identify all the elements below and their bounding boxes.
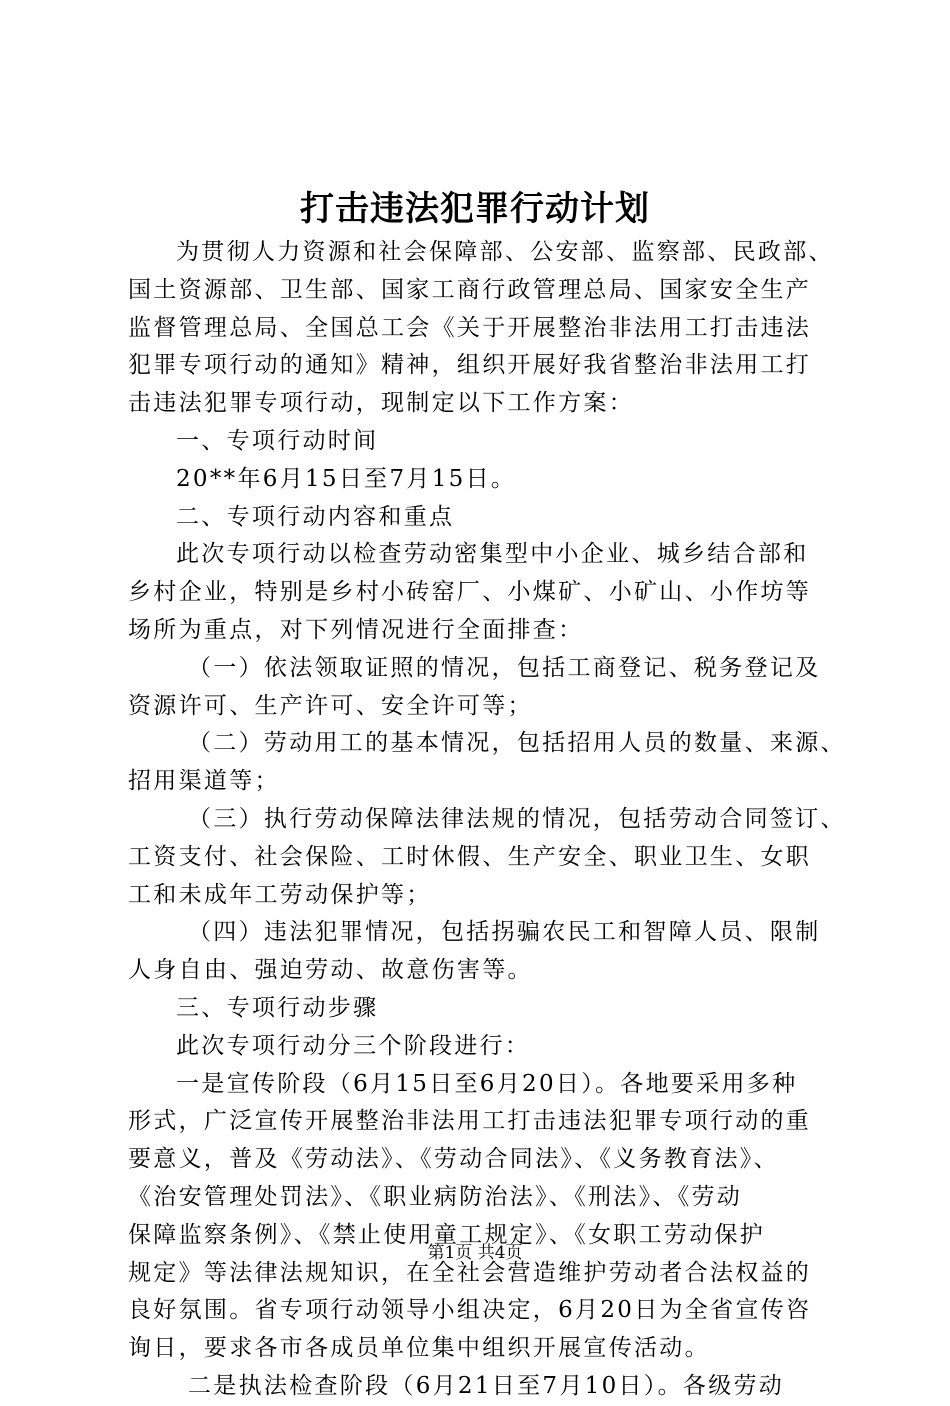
paragraph-line: 规定》等法律法规知识，在全社会营造维护劳动者合法权益的 bbox=[128, 1259, 812, 1286]
paragraph-line: 资源许可、生产许可、安全许可等； bbox=[128, 692, 533, 719]
paragraph-line: 监督管理总局、全国总工会《关于开展整治非法用工打击违法 bbox=[128, 314, 812, 341]
paragraph-line: 保障监察条例》、《禁止使用童工规定》、《女职工劳动保护 bbox=[128, 1221, 766, 1248]
paragraph-line: 良好氛围。省专项行动领导小组决定，6月20日为全省宣传咨 bbox=[128, 1297, 812, 1324]
paragraph-line: 要意义，普及《劳动法》、《劳动合同法》、《义务教育法》、 bbox=[128, 1146, 779, 1173]
paragraph-line: 一是宣传阶段（6月15日至6月20日）。各地要采用多种 bbox=[176, 1070, 798, 1097]
paragraph-line: 二是执法检查阶段（6月21日至7月10日）。各级劳动 bbox=[188, 1372, 785, 1399]
paragraph-line: 击违法犯罪专项行动，现制定以下工作方案： bbox=[128, 390, 634, 417]
document-title: 打击违法犯罪行动计划 bbox=[300, 189, 650, 229]
paragraph-line: 询日，要求各市各成员单位集中组织开展宣传活动。 bbox=[128, 1335, 710, 1362]
paragraph-line: （三）执行劳动保障法律法规的情况，包括劳动合同签订、 bbox=[188, 805, 846, 832]
paragraph-line: 《治安管理处罚法》、《职业病防治法》、《刑法》、《劳动 bbox=[128, 1183, 743, 1210]
paragraph-line: （一）依法领取证照的情况，包括工商登记、税务登记及 bbox=[188, 654, 821, 681]
paragraph-line: 20**年6月15日至7月15日。 bbox=[176, 465, 517, 492]
paragraph-line: 人身自由、强迫劳动、故意伤害等。 bbox=[128, 957, 533, 984]
paragraph-line: 此次专项行动以检查劳动密集型中小企业、城乡结合部和 bbox=[176, 541, 809, 568]
paragraph-line: 一、专项行动时间 bbox=[176, 427, 379, 454]
paragraph-line: 此次专项行动分三个阶段进行： bbox=[176, 1032, 531, 1059]
paragraph-line: 为贯彻人力资源和社会保障部、公安部、监察部、民政部、 bbox=[176, 239, 834, 265]
paragraph-line: 招用渠道等； bbox=[128, 768, 280, 795]
paragraph-line: 国土资源部、卫生部、国家工商行政管理总局、国家安全生产 bbox=[128, 276, 812, 303]
paragraph-line: 三、专项行动步骤 bbox=[176, 994, 379, 1021]
document-body bbox=[128, 234, 846, 1406]
paragraph-line: 工和未成年工劳动保护等； bbox=[128, 881, 432, 908]
paragraph-line: （二）劳动用工的基本情况，包括招用人员的数量、来源、 bbox=[188, 730, 846, 757]
paragraph-line: 二、专项行动内容和重点 bbox=[176, 503, 455, 530]
paragraph-line: 乡村企业，特别是乡村小砖窑厂、小煤矿、小矿山、小作坊等 bbox=[128, 579, 812, 606]
paragraph-line: （四）违法犯罪情况，包括拐骗农民工和智障人员、限制 bbox=[188, 919, 821, 946]
paragraph-line: 工资支付、社会保险、工时休假、生产安全、职业卫生、女职 bbox=[128, 843, 812, 870]
paragraph-line: 犯罪专项行动的通知》精神，组织开展好我省整治非法用工打 bbox=[128, 352, 812, 379]
page-footer: 第1页 共4页 bbox=[427, 1243, 523, 1263]
paragraph-line: 场所为重点，对下列情况进行全面排查： bbox=[128, 616, 584, 643]
paragraph-line: 形式，广泛宣传开展整治非法用工打击违法犯罪专项行动的重 bbox=[128, 1108, 812, 1135]
